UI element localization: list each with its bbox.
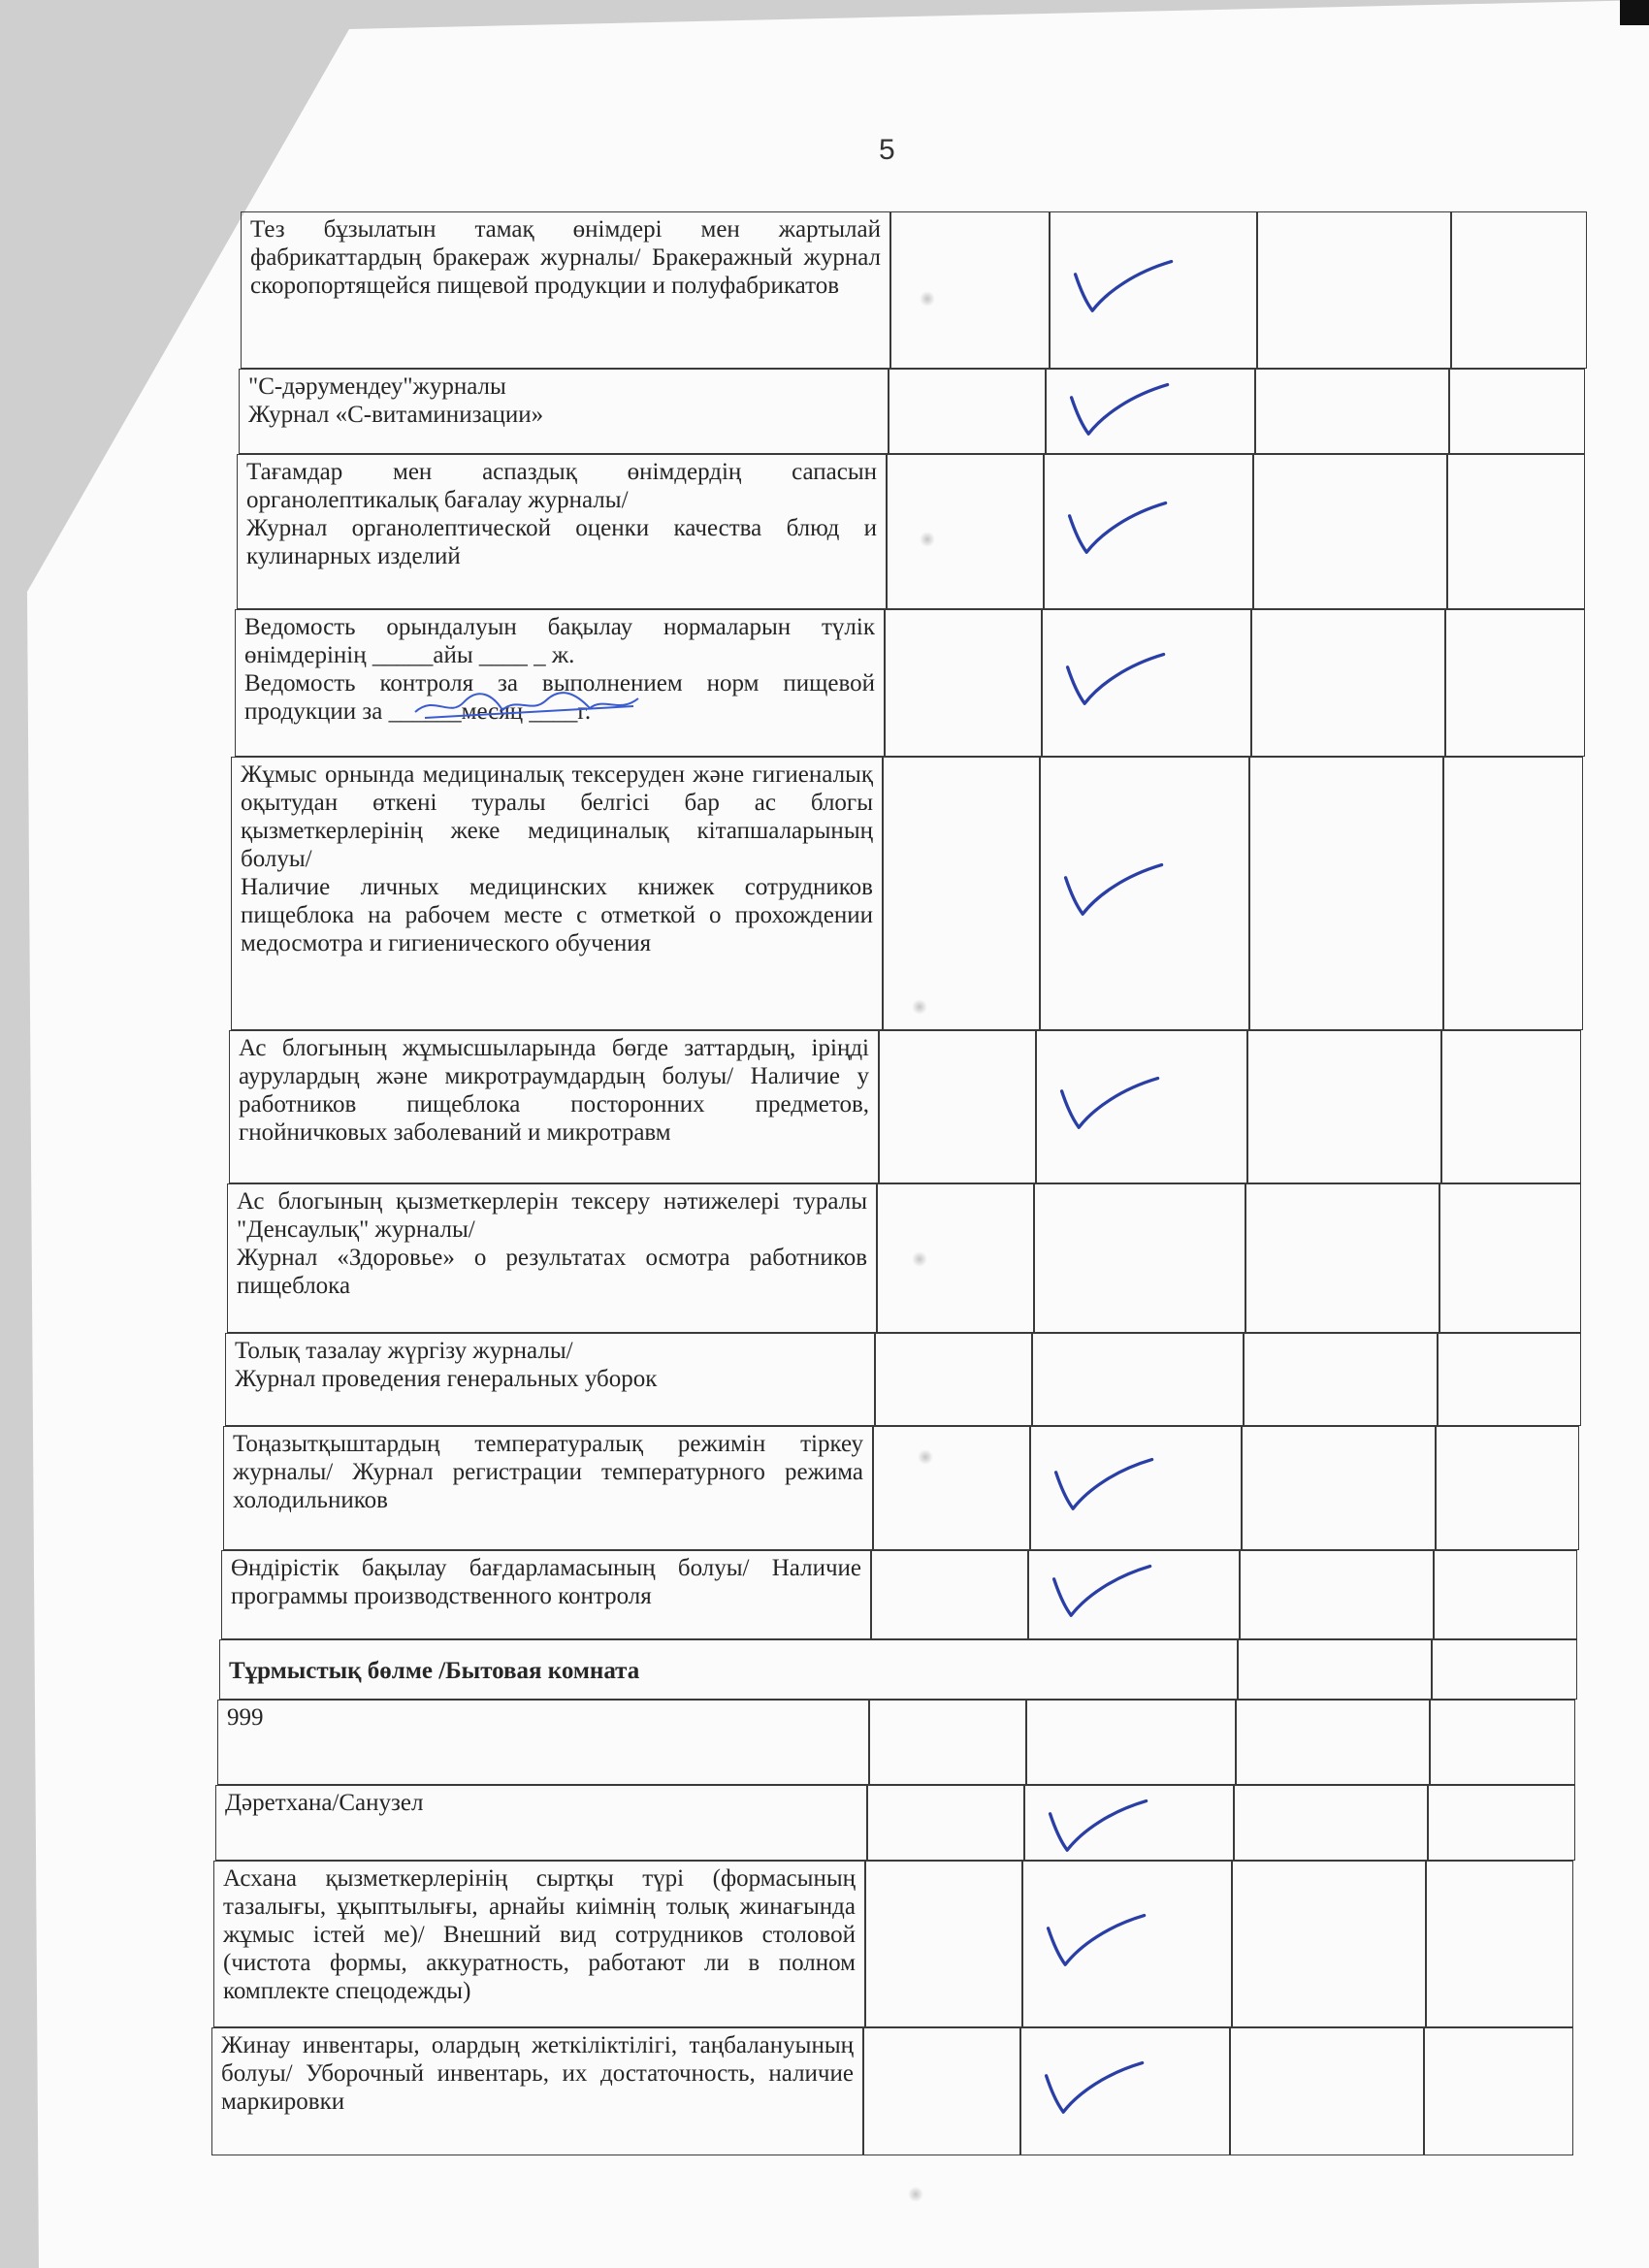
scan-smudge <box>912 1251 927 1267</box>
mark-cell-1 <box>887 454 1044 609</box>
mark-cell-1 <box>883 757 1040 1030</box>
mark-cell-2 <box>1034 1183 1245 1333</box>
checkmark-icon <box>1061 648 1168 712</box>
mark-cell-3 <box>1244 1333 1438 1426</box>
mark-cell-3 <box>1240 1550 1434 1639</box>
mark-cell-4 <box>1445 609 1585 757</box>
mark-cell-4 <box>1449 369 1585 454</box>
checkmark-icon <box>1044 1795 1150 1859</box>
scan-smudge <box>920 532 935 547</box>
mark-cell-4 <box>1434 1550 1577 1639</box>
mark-cell-3 <box>1242 1426 1436 1550</box>
checkmark-icon <box>1050 1453 1156 1517</box>
mark-cell-3 <box>1257 211 1451 369</box>
checkmark-icon <box>1042 1909 1148 1973</box>
checkmark-icon <box>1069 255 1176 319</box>
mark-cell-3 <box>1232 1861 1426 2027</box>
item-text: Толық тазалау жүргізу журналы/ Журнал проведения генеральных уборок <box>235 1338 658 1392</box>
mark-cell-1 <box>875 1333 1032 1426</box>
mark-cell-4 <box>1451 211 1587 369</box>
checkmark-icon <box>1055 1072 1162 1136</box>
mark-cell-2 <box>1432 1639 1577 1700</box>
checkmark-icon <box>1040 2057 1147 2121</box>
mark-cell-4 <box>1438 1333 1581 1426</box>
item-text: Тағамдар мен аспаздық өнімдердің сапасын органолептикалық бағалау журналы/ Журнал органолептической оценки качества блюд и кулинарных изделий <box>246 459 877 569</box>
mark-cell-4 <box>1428 1785 1575 1861</box>
item-text: Дәретхана/Санузел <box>225 1790 424 1816</box>
mark-cell-3 <box>1234 1785 1428 1861</box>
scan-smudge <box>908 2187 923 2202</box>
mark-cell-1 <box>889 369 1046 454</box>
item-text: "С-дәрумендеу"журналы Журнал «С-витаминизации» <box>248 373 544 428</box>
mark-cell-3 <box>1230 2027 1424 2155</box>
mark-cell-1 <box>869 1700 1026 1785</box>
scan-smudge <box>920 291 935 307</box>
scan-smudge <box>918 1449 933 1465</box>
mark-cell-1 <box>871 1550 1028 1639</box>
item-text: 999 <box>227 1704 264 1731</box>
item-text: Ас блогының қызметкерлерін тексеру нәтижелері туралы "Денсаулық" журналы/ Журнал «Здоровье» о результатах осмотра работников пищеблока <box>237 1188 867 1299</box>
section-title: Тұрмыстық бөлме /Бытовая комната <box>229 1658 640 1684</box>
mark-cell-1 <box>890 211 1050 369</box>
mark-cell-1 <box>867 1785 1024 1861</box>
mark-cell-3 <box>1251 609 1445 757</box>
mark-cell-3 <box>1253 454 1447 609</box>
mark-cell-4 <box>1447 454 1585 609</box>
mark-cell-1 <box>879 1030 1036 1183</box>
scan-corner-mark <box>1620 0 1649 25</box>
mark-cell-3 <box>1255 369 1449 454</box>
mark-cell-1 <box>877 1183 1034 1333</box>
mark-cell-4 <box>1443 757 1583 1030</box>
mark-cell-2 <box>1032 1333 1244 1426</box>
checkmark-icon <box>1065 378 1172 442</box>
item-text: Асхана қызметкерлерінің сыртқы түрі (формасының тазалығы, ұқыптылығы, арнайы киімнің толық жинағында жұмыс істей ме)/ Внешний вид сотрудников столовой (чистота формы, аккуратность, работают ли в полном комплекте спецодежды) <box>223 1865 856 2004</box>
mark-cell-3 <box>1245 1183 1439 1333</box>
mark-cell-3 <box>1236 1700 1430 1785</box>
mark-cell-4 <box>1430 1700 1575 1785</box>
item-text: Жұмыс орнында медициналық тексеруден және гигиеналық оқытудан өткені туралы белгісі бар ас блогы қызметкерлерінің жеке медициналық кітапшаларының болуы/ Наличие личных медицинских книжек сотрудников пищеблока на рабочем месте с отметкой о прохождении медосмотра и гигиенического обучения <box>241 761 873 956</box>
item-text: Ведомость орындалуын бақылау нормаларын түлік өнімдерінің _____айы ____ _ ж. Ведомость контроля за выполнением норм пищевой продукции за ______месяц ____г. <box>244 614 875 725</box>
mark-cell-1 <box>865 1861 1022 2027</box>
mark-cell-1 <box>873 1426 1030 1550</box>
item-text: Ас блогының жұмысшыларында бөгде заттардың, іріңді аурулардың және микротраумдардың болуы/ Наличие у работников пищеблока посторонних предметов, гнойничковых заболеваний и микротравм <box>239 1035 869 1146</box>
mark-cell-4 <box>1436 1426 1579 1550</box>
scan-smudge <box>912 999 927 1015</box>
mark-cell-3 <box>1247 1030 1441 1183</box>
checkmark-icon <box>1059 859 1166 923</box>
mark-cell-4 <box>1424 2027 1573 2155</box>
checkmark-icon <box>1048 1560 1154 1624</box>
item-text: Өндірістік бақылау бағдарламасының болуы/ Наличие программы производственного контроля <box>231 1555 861 1609</box>
mark-cell-1 <box>1238 1639 1432 1700</box>
mark-cell-4 <box>1426 1861 1573 2027</box>
mark-cell-2 <box>1026 1700 1236 1785</box>
item-text: Жинау инвентары, олардың жеткіліктілігі, таңбалануының болуы/ Уборочный инвентарь, их достаточность, наличие маркировки <box>221 2032 854 2115</box>
page-number: 5 <box>879 134 895 166</box>
mark-cell-4 <box>1441 1030 1581 1183</box>
mark-cell-1 <box>885 609 1042 757</box>
item-text: Тез бұзылатын тамақ өнімдері мен жартылай фабрикаттардың бракераж журналы/ Бракеражный журнал скоропортящейся пищевой продукции и полуфабрикатов <box>250 216 881 299</box>
mark-cell-4 <box>1439 1183 1581 1333</box>
handwritten-date-note <box>405 685 648 724</box>
mark-cell-3 <box>1249 757 1443 1030</box>
item-text: Тоңазытқыштардың температуралық режимін тіркеу журналы/ Журнал регистрации температурного режима холодильников <box>233 1431 863 1513</box>
mark-cell-1 <box>863 2027 1020 2155</box>
checkmark-icon <box>1063 497 1170 561</box>
